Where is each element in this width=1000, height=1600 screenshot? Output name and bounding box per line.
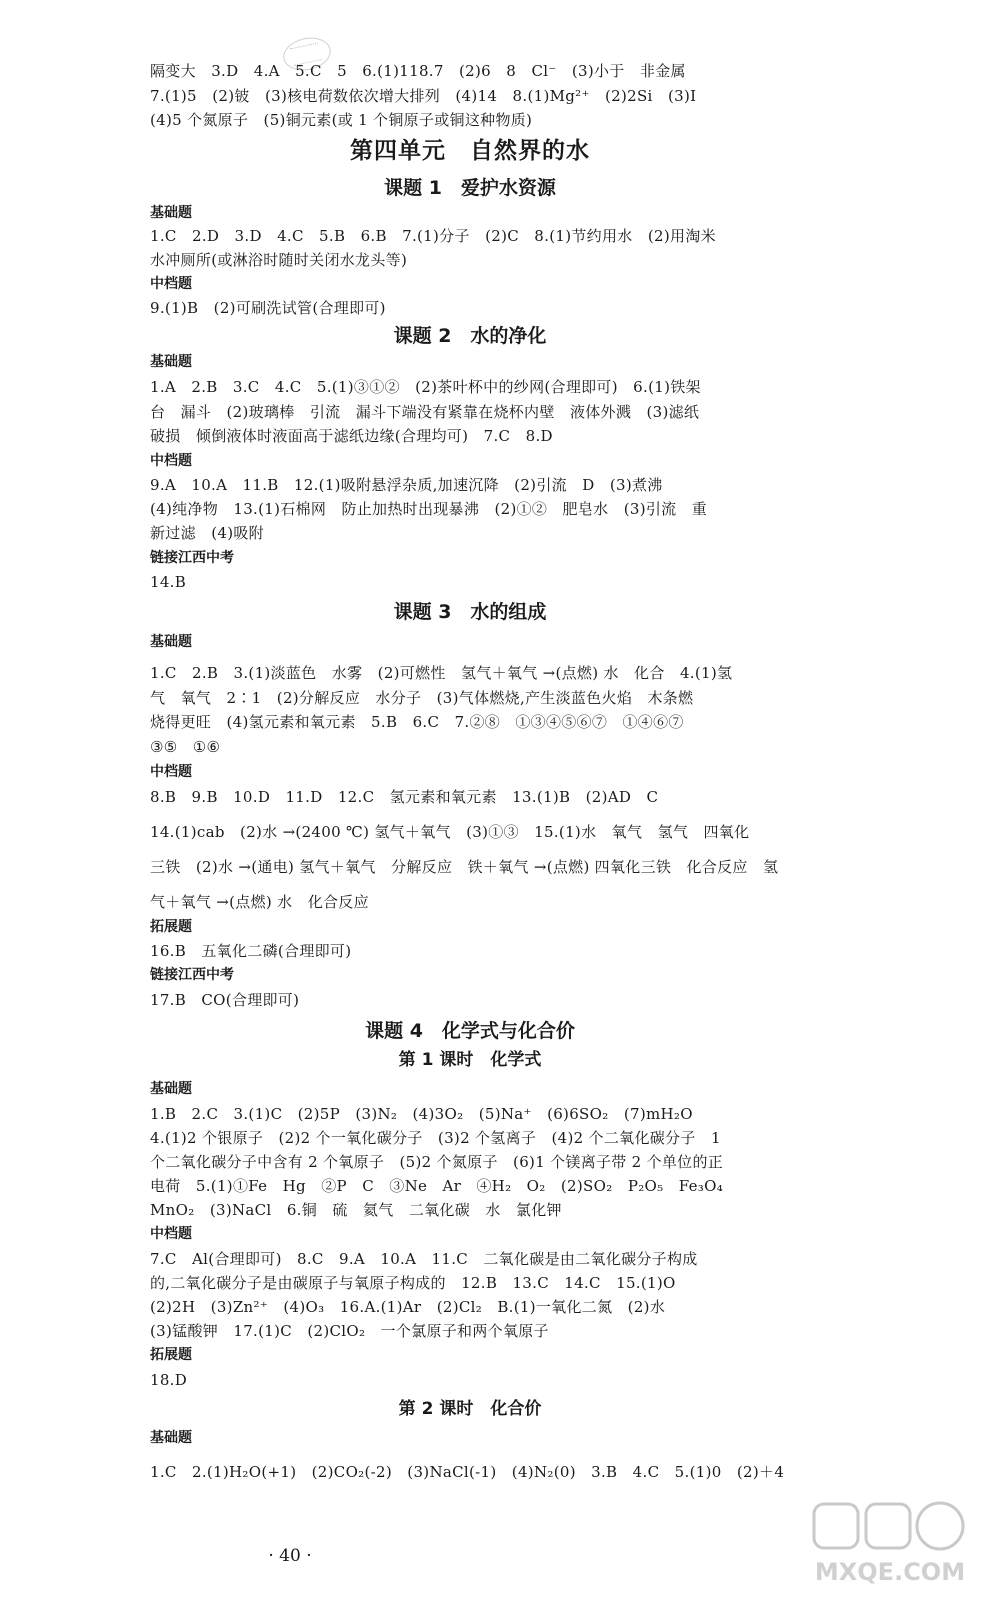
text-line: 8.B 9.B 10.D 11.D 12.C 氢元素和氧元素 13.(1)B (2)AD C bbox=[150, 788, 659, 806]
text-line: (2)2H (3)Zn²⁺ (4)O₃ 16.A.(1)Ar (2)Cl₂ B.(1)一氧化二氮 (2)水 bbox=[150, 1298, 666, 1316]
period-title: 第 2 课时 化合价 bbox=[398, 1399, 542, 1419]
lesson-title: 课题 2 水的净化 bbox=[393, 325, 547, 347]
section-label: 链接江西中考 bbox=[150, 550, 234, 566]
section-label: 中档题 bbox=[150, 276, 192, 292]
watermark-logo bbox=[800, 1498, 980, 1594]
text-line: 18.D bbox=[150, 1371, 188, 1389]
lesson-title: 课题 3 水的组成 bbox=[393, 601, 547, 623]
text-line: (3)锰酸钾 17.(1)C (2)ClO₂ 一个氯原子和两个氧原子 bbox=[150, 1322, 549, 1340]
section-label: 拓展题 bbox=[150, 919, 192, 935]
section-label: 基础题 bbox=[150, 1081, 192, 1097]
section-label: 中档题 bbox=[150, 1226, 192, 1242]
text-line: 的,二氧化碳分子是由碳原子与氧原子构成的 12.B 13.C 14.C 15.(1)O bbox=[150, 1274, 676, 1292]
section-label: 基础题 bbox=[150, 205, 192, 221]
text-line: 气＋氧气 →(点燃) 水 化合反应 bbox=[150, 893, 369, 911]
section-label: 基础题 bbox=[150, 354, 192, 370]
text-line: 1.C 2.D 3.D 4.C 5.B 6.B 7.(1)分子 (2)C 8.(1)节约用水 (2)用淘米 bbox=[150, 227, 716, 245]
page-number: · 40 · bbox=[268, 1546, 312, 1566]
text-line: 隔变大 3.D 4.A 5.C 5 6.(1)118.7 (2)6 8 Cl⁻ (3)小于 非金属 bbox=[150, 62, 686, 80]
text-line: 7.(1)5 (2)铍 (3)核电荷数依次增大排列 (4)14 8.(1)Mg²⁺ (2)2Si (3)I bbox=[150, 87, 697, 105]
text-line: 4.(1)2 个银原子 (2)2 个一氧化碳分子 (3)2 个氢离子 (4)2 个二氧化碳分子 1 bbox=[150, 1129, 721, 1147]
text-line: 气 氧气 2∶1 (2)分解反应 水分子 (3)气体燃烧,产生淡蓝色火焰 木条燃 bbox=[150, 689, 694, 707]
section-label: 中档题 bbox=[150, 453, 192, 469]
section-label: 中档题 bbox=[150, 764, 192, 780]
watermark-glyph-shape bbox=[917, 1503, 963, 1549]
text-line: (4)纯净物 13.(1)石棉网 防止加热时出现暴沸 (2)①② 肥皂水 (3)引流 重 bbox=[150, 500, 708, 518]
text-line: 17.B CO(合理即可) bbox=[150, 991, 300, 1009]
text-line: 16.B 五氧化二磷(合理即可) bbox=[150, 942, 352, 960]
section-label: 拓展题 bbox=[150, 1347, 192, 1363]
text-line: 新过滤 (4)吸附 bbox=[150, 524, 264, 542]
unit-title: 第四单元 自然界的水 bbox=[350, 138, 590, 164]
section-label: 基础题 bbox=[150, 634, 192, 650]
text-line: 1.C 2.B 3.(1)淡蓝色 水雾 (2)可燃性 氢气＋氧气 →(点燃) 水 化合 4.(1)氢 bbox=[150, 664, 733, 682]
text-line: 9.(1)B (2)可刷洗试管(合理即可) bbox=[150, 299, 386, 317]
text-line: 三铁 (2)水 →(通电) 氢气＋氧气 分解反应 铁＋氧气 →(点燃) 四氧化三铁 化合反应 氢 bbox=[150, 858, 779, 876]
text-line: MnO₂ (3)NaCl 6.铜 硫 氦气 二氧化碳 水 氯化钾 bbox=[150, 1201, 562, 1219]
text-line: 台 漏斗 (2)玻璃棒 引流 漏斗下端没有紧靠在烧杯内壁 液体外溅 (3)滤纸 bbox=[150, 403, 700, 421]
text-line: 1.C 2.(1)H₂O(+1) (2)CO₂(-2) (3)NaCl(-1) (4)N₂(0) 3.B 4.C 5.(1)0 (2)＋4 bbox=[150, 1463, 785, 1481]
section-label: 链接江西中考 bbox=[150, 967, 234, 983]
text-line: (4)5 个氮原子 (5)铜元素(或 1 个铜原子或铜这种物质) bbox=[150, 111, 533, 129]
watermark-text: MXQE.COM bbox=[814, 1558, 966, 1586]
text-line: 14.(1)cab (2)水 →(2400 ℃) 氢气＋氧气 (3)①③ 15.(1)水 氧气 氢气 四氧化 bbox=[150, 823, 750, 841]
lesson-title: 课题 4 化学式与化合价 bbox=[365, 1020, 575, 1042]
text-line: 1.A 2.B 3.C 4.C 5.(1)③①② (2)茶叶杯中的纱网(合理即可) 6.(1)铁架 bbox=[150, 378, 701, 396]
text-line: 电荷 5.(1)①Fe Hg ②P C ③Ne Ar ④H₂ O₂ (2)SO₂ P₂O₅ Fe₃O₄ bbox=[150, 1177, 724, 1195]
watermark-glyph-shape bbox=[866, 1504, 910, 1548]
text-line: 14.B bbox=[150, 573, 187, 591]
text-line: 1.B 2.C 3.(1)C (2)5P (3)N₂ (4)3O₂ (5)Na⁺ (6)6SO₂ (7)mH₂O bbox=[150, 1105, 693, 1123]
text-line: 破损 倾倒液体时液面高于滤纸边缘(合理均可) 7.C 8.D bbox=[150, 427, 553, 445]
text-line: 烧得更旺 (4)氢元素和氧元素 5.B 6.C 7.②⑧ ①③④⑤⑥⑦ ①④⑥⑦ bbox=[150, 713, 684, 731]
text-line: 水冲厕所(或淋浴时随时关闭水龙头等) bbox=[150, 251, 408, 269]
lesson-title: 课题 1 爱护水资源 bbox=[384, 177, 556, 199]
watermark-glyph-shape bbox=[814, 1504, 858, 1548]
text-line: 个二氧化碳分子中含有 2 个氧原子 (5)2 个氮原子 (6)1 个镁离子带 2 个单位的正 bbox=[150, 1153, 724, 1171]
period-title: 第 1 课时 化学式 bbox=[398, 1050, 542, 1070]
section-label: 基础题 bbox=[150, 1430, 192, 1446]
text-line: 7.C Al(合理即可) 8.C 9.A 10.A 11.C 二氧化碳是由二氧化碳分子构成 bbox=[150, 1250, 698, 1268]
text-line: 9.A 10.A 11.B 12.(1)吸附悬浮杂质,加速沉降 (2)引流 D (3)煮沸 bbox=[150, 476, 663, 494]
text-line: ③⑤ ①⑥ bbox=[150, 738, 221, 756]
